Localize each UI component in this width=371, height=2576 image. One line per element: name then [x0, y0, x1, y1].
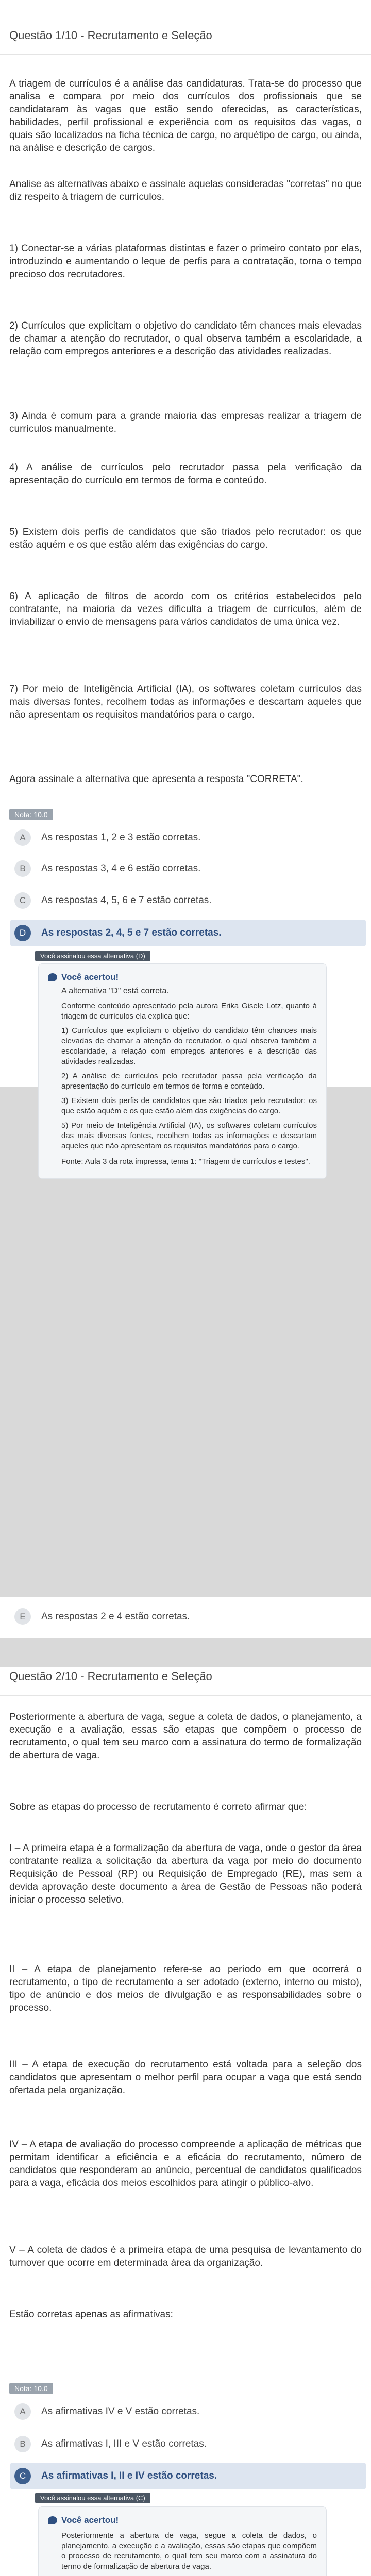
- q1-statement-7: 7) Por meio de Inteligência Artificial (IA), os softwares coletam currículos das mais diversas fontes, recolhem todas as informações e descartam aqueles que não apresentam os requisitos mandatórios para o cargo.: [9, 684, 362, 720]
- q2-explanation-body: [61, 2531, 317, 2576]
- explanation-paragraph: Conforme conteúdo apresentado pela autora Erika Gisele Lotz, quanto à triagem de currículos ela explica que:: [61, 1002, 317, 1021]
- q2-explanation-box: [38, 2506, 327, 2576]
- question-1-footer: [0, 1597, 371, 1638]
- q1-prompt: Agora assinale a alternativa que apresenta a resposta "CORRETA".: [9, 774, 303, 785]
- q1-option-a[interactable]: [10, 824, 366, 851]
- option-text: As respostas 4, 5, 6 e 7 estão corretas.: [41, 895, 212, 906]
- explanation-title: Você acertou!: [61, 2515, 119, 2525]
- option-text: As afirmativas I, II e IV estão corretas.: [41, 2470, 217, 2481]
- explanation-paragraph: 3) Existem dois perfis de candidatos que são triados pelo recrutador: os que estão aquém e os que estão além das exigências do cargo.: [61, 1096, 317, 1115]
- q1-explanation-answer: A alternativa "D" está correta.: [61, 987, 169, 995]
- option-letter: C: [14, 892, 31, 909]
- q1-option-e[interactable]: [10, 1603, 366, 1630]
- q1-intro-paragraph: A triagem de currículos é a análise das candidaturas. Trata-se do processo que analisa e compara por meio dos currículos dos profissionais que se candidataram às vagas que estão sendo oferecidas, as características, habilidades, perfil profissional e experiência com os requisitos das vagas, o quais são localizados na ficha técnica de cargo, no arquétipo de cargo, ou ainda, na análise e descrição de cargos.: [9, 78, 362, 154]
- option-text: As afirmativas I, III e V estão corretas.: [41, 2438, 207, 2449]
- question-2-panel: [0, 1667, 371, 2576]
- q1-score-badge: Nota: 10.0: [9, 809, 53, 820]
- q1-instruction-paragraph: Analise as alternativas abaixo e assinale aquelas consideradas "corretas" no que diz respeito à triagem de currículos.: [9, 179, 362, 202]
- question-2-title: Questão 2/10 - Recrutamento e Seleção: [0, 1667, 371, 1696]
- option-text: As respostas 1, 2 e 3 estão corretas.: [41, 832, 201, 843]
- explanation-paragraph: Posteriormente a abertura de vaga, segue a coleta de dados, o planejamento, a execução e a avaliação, essas são etapas que compõem o processo de recrutamento, o qual tem seu marco com a assinatura do termo de formalização de abertura de vaga.: [61, 2531, 317, 2571]
- option-text: As afirmativas IV e V estão corretas.: [41, 2406, 200, 2417]
- explanation-paragraph: 2) A análise de currículos pelo recrutador passa pela verificação da apresentação do currículo em termos de forma e conteúdo.: [61, 1072, 317, 1091]
- q1-explanation-header: [48, 972, 317, 982]
- question-1-panel: [0, 0, 371, 1087]
- explanation-paragraph: 1) Currículos que explicitam o objetivo do candidato têm chances mais elevadas de chamar a atenção do recrutador, o qual observa também a escolaridade, a relação com empregos anteriores e a descrição das atividades realizadas.: [61, 1026, 317, 1066]
- option-letter: C: [14, 2468, 31, 2484]
- q1-statement-1: 1) Conectar-se a várias plataformas distintas e fazer o primeiro contato por elas, introduzindo e aumentando o leque de perfis para a contratação, torna o tempo precioso dos recrutadores.: [9, 243, 362, 280]
- option-letter: E: [14, 1608, 31, 1625]
- q1-statement-5: 5) Existem dois perfis de candidatos que são triados pelo recrutador: os que estão aquém e os que estão além das exigências do cargo.: [9, 527, 362, 550]
- q2-statement-i: I – A primeira etapa é a formalização da abertura de vaga, onde o gestor da área contratante realiza a solicitação da abertura da vaga por meio do documento Requisição de Pessoal (RP) ou Requisição de Empregado (RE), mas sem a devida aprovação deste documento a área de Gestão de Pessoas não poderá iniciar o processo seletivo.: [9, 1843, 362, 1905]
- q2-instruction: Sobre as etapas do processo de recrutamento é correto afirmar que:: [9, 1802, 307, 1812]
- q2-statement-iv: IV – A etapa de avaliação do processo compreende a aplicação de métricas que permitam identificar a eficiência e a eficácia do recrutamento, número de candidatos que responderam ao anúncio, percentual de candidatos qualificados para a vaga, eficácia dos meios escolhidos para atingir o público-alvo.: [9, 2139, 362, 2189]
- explanation-source: Fonte: Aula 3 da rota impressa, tema 1: "Triagem de currículos e testes".: [61, 1157, 310, 1166]
- q2-score-badge: Nota: 10.0: [9, 2383, 53, 2394]
- q1-statement-2: 2) Currículos que explicitam o objetivo do candidato têm chances mais elevadas de chamar a atenção do recrutador, o qual observa também a escolaridade, a relação com empregos anteriores e a descrição das atividades realizadas.: [9, 320, 362, 357]
- q2-explanation-header: [48, 2515, 317, 2526]
- q1-selected-tag: Você assinalou essa alternativa (D): [35, 951, 150, 961]
- q1-statement-6: 6) A aplicação de filtros de acordo com os critérios estabelecidos pelo contratante, na maioria da vezes dificulta a triagem de currículos, além de inviabilizar o envio de mensagens para vários candidatos de uma única vez.: [9, 591, 362, 628]
- q2-option-b[interactable]: [10, 2431, 366, 2458]
- option-letter: A: [14, 2403, 31, 2420]
- option-letter: A: [14, 829, 31, 846]
- option-text: As respostas 2 e 4 estão corretas.: [41, 1611, 190, 1622]
- q1-option-c[interactable]: [10, 887, 366, 914]
- chat-bubble-icon: [48, 2516, 57, 2524]
- q2-option-c-selected[interactable]: [10, 2463, 366, 2489]
- q2-selected-tag: Você assinalou essa alternativa (C): [35, 2493, 150, 2503]
- q2-option-a[interactable]: [10, 2398, 366, 2425]
- q1-option-b[interactable]: [10, 855, 366, 882]
- option-letter: B: [14, 2436, 31, 2452]
- q1-explanation-box: [38, 963, 327, 1179]
- option-text: As respostas 3, 4 e 6 estão corretas.: [41, 863, 201, 874]
- option-letter: D: [14, 925, 31, 941]
- option-text: As respostas 2, 4, 5 e 7 estão corretas.: [41, 927, 222, 938]
- q1-statement-3: 3) Ainda é comum para a grande maioria das empresas realizar a triagem de currículos manualmente.: [9, 411, 362, 434]
- q1-option-d-selected[interactable]: [10, 920, 366, 946]
- option-letter: B: [14, 860, 31, 877]
- q1-statement-4: 4) A análise de currículos pelo recrutador passa pela verificação da apresentação do currículo em termos de forma e conteúdo.: [9, 462, 362, 486]
- q2-statement-v: V – A coleta de dados é a primeira etapa de uma pesquisa de levantamento do turnover que ocorre em determinada área da organização.: [9, 2245, 362, 2268]
- q2-statement-iii: III – A etapa de execução do recrutamento está voltada para a seleção dos candidatos que apresentam o melhor perfil para ocupar a vaga que está sendo ofertada pela organização.: [9, 2059, 362, 2096]
- explanation-paragraph: 5) Por meio de Inteligência Artificial (IA), os softwares coletam currículos das mais diversas fontes, recolhem todas as informações e descartam aqueles que não apresentam os requisitos mandatórios para o cargo.: [61, 1121, 317, 1150]
- explanation-title: Você acertou!: [61, 972, 119, 982]
- q2-prompt: Estão corretas apenas as afirmativas:: [9, 2309, 173, 2320]
- q2-statement-ii: II – A etapa de planejamento refere-se ao período em que ocorrerá o recrutamento, o tipo de recrutamento a ser adotado (externo, interno ou misto), tipo de anúncio e dos meios de divulgação e as responsabilidades sobre o processo.: [9, 1964, 362, 2013]
- chat-bubble-icon: [48, 973, 57, 981]
- q2-intro-paragraph: Posteriormente a abertura de vaga, segue a coleta de dados, o planejamento, a execução e a avaliação, essas são etapas que compõem o processo de recrutamento, o qual tem seu marco com a assinatura do termo de formalização de abertura de vaga.: [9, 1711, 362, 1761]
- q1-explanation-body: [61, 1001, 317, 1167]
- question-1-title: Questão 1/10 - Recrutamento e Seleção: [0, 26, 371, 55]
